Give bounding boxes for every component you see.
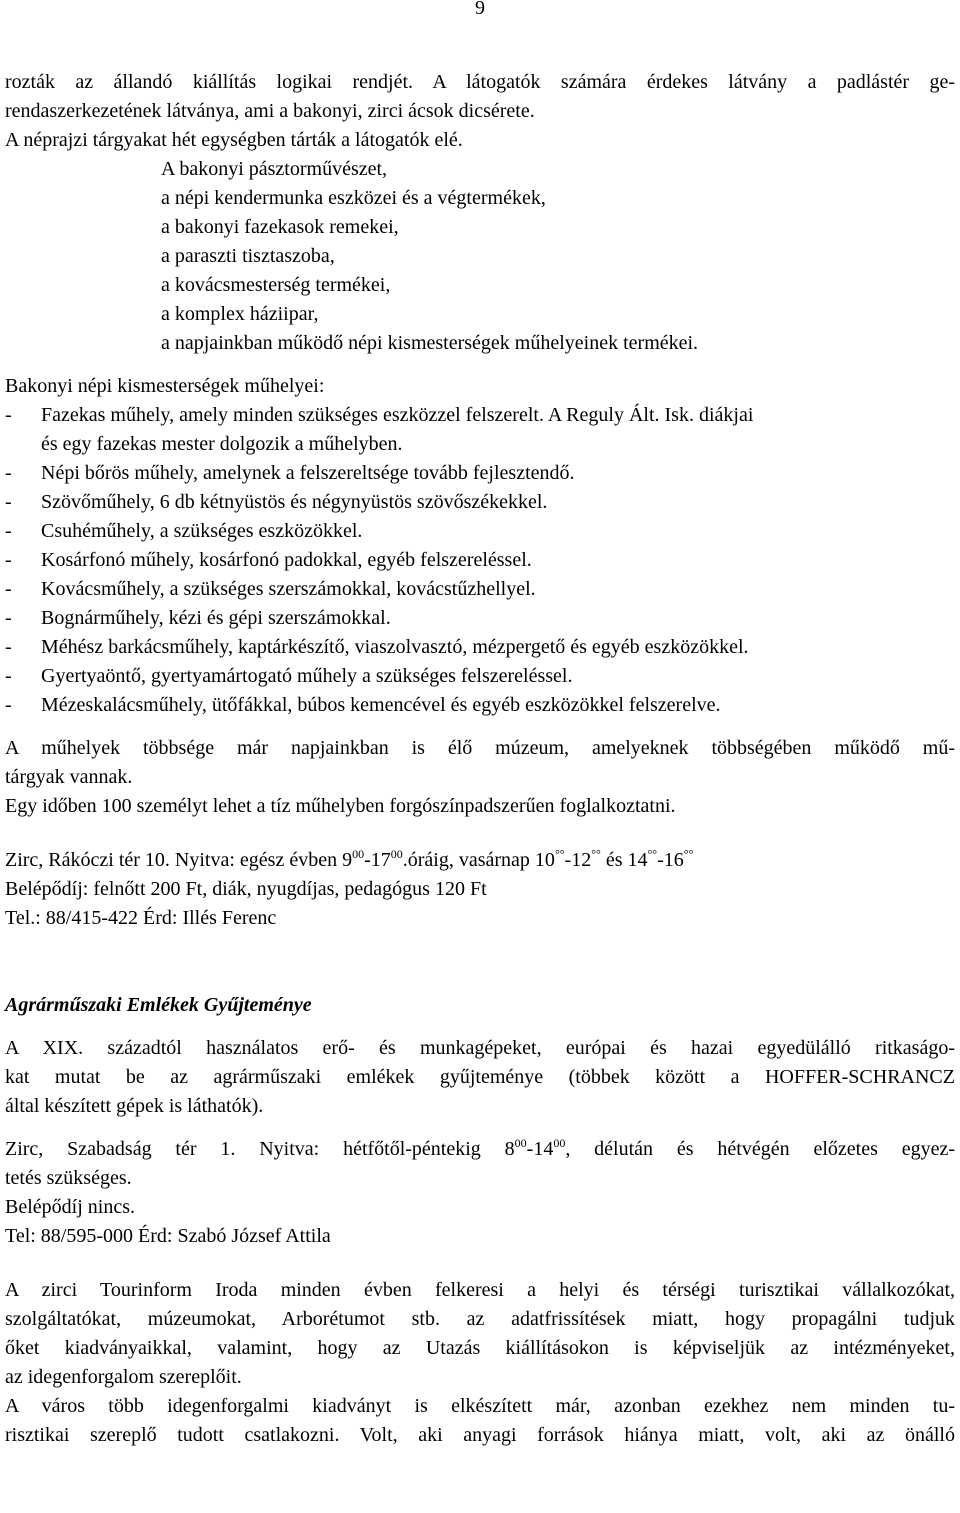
- text-line: A néprajzi tárgyakat hét egységben tárták a látogatók elé.: [5, 129, 463, 151]
- list-dash: -: [5, 665, 12, 687]
- workshops-section: [5, 372, 955, 720]
- list-item-text: Kosárfonó műhely, kosárfonó padokkal, egyéb felszereléssel.: [41, 549, 532, 571]
- list-dash: -: [5, 404, 12, 426]
- opening-hours: Zirc, Szabadság tér 1. Nyitva: hétfőtől-péntekig $8^{00}-14^{00}$, délután és hétvégén előzetes egyez-: [5, 1136, 955, 1160]
- text-line: őket kiadványaikkal, valamint, hogy az Utazás kiállításokon is képviseljük az intézményeket,: [5, 1337, 955, 1359]
- text-line: risztikai szereplő tudott csatlakozni. Volt, aki anyagi források hiánya miatt, volt, aki az önálló: [5, 1424, 955, 1446]
- list-item: [5, 546, 955, 575]
- text-line: A zirci Tourinform Iroda minden évben felkeresi a helyi és térségi turisztikai vállalkozókat,: [5, 1279, 955, 1301]
- list-item: [5, 633, 955, 662]
- museum-info: [5, 846, 955, 933]
- list-item-text: Méhész barkácsműhely, kaptárkészítő, viaszolvasztó, mézpergető és egyéb eszközökkel.: [41, 636, 749, 658]
- unit-item: a bakonyi fazekasok remekei,: [161, 216, 399, 238]
- opening-hours: Zirc, Rákóczi tér 10. Nyitva: egész évben $9^{00}-17^{00}.óráig$, vasárnap 10°°-12°° és 14°°-16°°: [5, 847, 694, 871]
- unit-item: a kovácsmesterség termékei,: [161, 274, 391, 296]
- museum-paragraph: [5, 734, 955, 821]
- list-item: [5, 517, 955, 546]
- list-item-text: Bognárműhely, kézi és gépi szerszámokkal.: [41, 607, 391, 629]
- list-item-text: Fazekas műhely, amely minden szükséges eszközzel felszerelt. A Reguly Ált. Isk. diákjai: [41, 404, 754, 426]
- exhibition-units-list: [5, 155, 955, 358]
- list-item: [5, 662, 955, 691]
- agro-section: [5, 991, 955, 1251]
- list-item: [5, 488, 955, 517]
- list-dash: -: [5, 636, 12, 658]
- contact-info: Tel: 88/595-000 Érd: Szabó József Attila: [5, 1225, 331, 1247]
- page-number: 9: [475, 0, 485, 19]
- text-line: A műhelyek többsége már napjainkban is élő múzeum, amelyeknek többségében működő mű-: [5, 737, 955, 759]
- list-item: [5, 691, 955, 720]
- list-item-text: Szövőműhely, 6 db kétnyüstös és négynyüstös szövőszékekkel.: [41, 491, 548, 513]
- text-line: Egy időben 100 személyt lehet a tíz műhelyben forgószínpadszerűen foglalkoztatni.: [5, 795, 676, 817]
- list-item-text: Népi bőrös műhely, amelynek a felszereltsége tovább fejlesztendő.: [41, 462, 575, 484]
- list-item-text: Mézeskalácsműhely, ütőfákkal, búbos kemencével és egyéb eszközökkel felszerelve.: [41, 694, 721, 716]
- contact-info: Tel.: 88/415-422 Érd: Illés Ferenc: [5, 907, 277, 929]
- unit-item: a komplex háziipar,: [161, 303, 319, 325]
- entrance-fee: Belépődíj nincs.: [5, 1196, 135, 1218]
- list-dash: -: [5, 578, 12, 600]
- list-dash: -: [5, 607, 12, 629]
- text-line: az idegenforgalom szereplőit.: [5, 1366, 242, 1388]
- list-item-text: Csuhéműhely, a szükséges eszközökkel.: [41, 520, 363, 542]
- list-item: [5, 604, 955, 633]
- text-line: A város több idegenforgalmi kiadványt is elkészített már, azonban ezekhez nem minden tu-: [5, 1395, 955, 1417]
- text-line: A XIX. századtól használatos erő- és munkagépeket, európai és hazai egyedülálló ritkaságo-: [5, 1037, 955, 1059]
- text-line: tetés szükséges.: [5, 1167, 132, 1189]
- list-item: [5, 401, 955, 430]
- list-dash: -: [5, 462, 12, 484]
- text-line: szolgáltatókat, múzeumokat, Arborétumot stb. az adatfrissítések miatt, hogy propagálni tudjuk: [5, 1308, 955, 1330]
- list-item-text: Kovácsműhely, a szükséges szerszámokkal, kovácstűzhellyel.: [41, 578, 536, 600]
- list-dash: -: [5, 694, 12, 716]
- text-line: rendaszerkezetének látványa, ami a bakonyi, zirci ácsok dicsérete.: [5, 100, 535, 122]
- entrance-fee: Belépődíj: felnőtt 200 Ft, diák, nyugdíjas, pedagógus 120 Ft: [5, 878, 487, 900]
- list-dash: -: [5, 520, 12, 542]
- list-dash: -: [5, 491, 12, 513]
- tourinform-paragraph: [5, 1276, 955, 1450]
- list-item: [5, 575, 955, 604]
- list-dash: -: [5, 549, 12, 571]
- intro-paragraph: [5, 68, 955, 155]
- document-body: [5, 68, 955, 1450]
- unit-item: a paraszti tisztaszoba,: [161, 245, 335, 267]
- unit-item: A bakonyi pásztorművészet,: [161, 158, 388, 180]
- list-item-continuation: és egy fazekas mester dolgozik a műhelyben.: [41, 433, 403, 455]
- text-line: által készített gépek is láthatók).: [5, 1095, 264, 1117]
- list-item: [5, 459, 955, 488]
- unit-item: a napjainkban működő népi kismesterségek műhelyeinek termékei.: [161, 332, 699, 354]
- section-heading: Agrárműszaki Emlékek Gyűjteménye: [5, 994, 312, 1016]
- unit-item: a népi kendermunka eszközei és a végtermékek,: [161, 187, 546, 209]
- list-item-text: Gyertyaöntő, gyertyamártogató műhely a szükséges felszereléssel.: [41, 665, 573, 687]
- text-line: tárgyak vannak.: [5, 766, 133, 788]
- text-line: rozták az állandó kiállítás logikai rendjét. A látogatók számára érdekes látvány a padlástér ge-: [5, 71, 955, 93]
- text-line: kat mutat be az agrárműszaki emlékek gyűjteménye (többek között a HOFFER-SCHRANCZ: [5, 1066, 955, 1088]
- workshops-heading: Bakonyi népi kismesterségek műhelyei:: [5, 375, 325, 397]
